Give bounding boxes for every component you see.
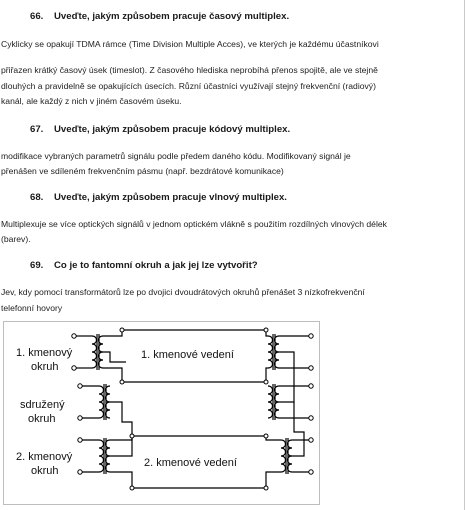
answer-66-line-4: kanál, ale každý z nich v jiném časovém úseku.	[1, 96, 182, 106]
circuit1-line-label: 1. kmenové vedení	[141, 349, 234, 361]
circuit1-label-line1: 1. kmenový	[16, 347, 73, 359]
phantom-circuit-figure	[3, 321, 320, 505]
question-number: 68.	[30, 192, 44, 203]
answer-68-line-2: (barev).	[1, 234, 31, 244]
question-number: 67.	[30, 124, 44, 135]
circuit2-label-line1: 2. kmenový	[16, 451, 73, 463]
answer-69-line-2: telefonní hovory	[1, 303, 63, 313]
answer-66-line-1: Cyklicky se opakují TDMA rámce (Time Division Multiple Acces), ve kterých je každému účastníkovi	[1, 39, 379, 49]
question-number: 66.	[30, 11, 44, 22]
question-number: 69.	[30, 260, 44, 271]
answer-69-line-1: Jev, kdy pomocí transformátorů lze po dvojici dvoudrátových okruhů přenášet 3 nízkofrekvenční	[1, 287, 365, 297]
answer-68-line-1: Multiplexuje se více optických signálů v jednom optickém vlákně s použitím rozdílných vlnových délek	[1, 219, 387, 229]
answer-67-line-2: přenášen ve sdíleném frekvenčním pásmu (např. bezdrátové komunikace)	[1, 166, 284, 176]
phantom-circuit-diagram	[4, 322, 319, 504]
answer-66-line-2: přiřazen krátký časový úsek (timeslot). Z časového hlediska neprobíhá přenos spojitě, ale ve stejně	[1, 65, 378, 75]
answer-67-line-1: modifikace vybraných parametrů signálu podle předem daného kódu. Modifikovaný signál je	[1, 151, 351, 161]
question-66-heading	[30, 11, 289, 22]
circuit2-line-label: 2. kmenové vedení	[144, 457, 237, 469]
question-text: Co je to fantomní okruh a jak jej lze vytvořit?	[54, 260, 258, 271]
phantom-label-line2: okruh	[28, 413, 56, 425]
question-68-heading	[30, 192, 287, 203]
question-text: Uveďte, jakým způsobem pracuje kódový multiplex.	[54, 124, 291, 135]
question-69-heading	[30, 260, 258, 271]
answer-66-line-3: dlouhých a pravidelně se opakujících úsecích. Různí účastníci využívají stejný frekvenční (radiový)	[1, 81, 376, 91]
circuit2-label-line2: okruh	[31, 465, 59, 477]
phantom-label-line1: sdružený	[20, 399, 65, 411]
question-text: Uveďte, jakým způsobem pracuje časový multiplex.	[54, 11, 290, 22]
question-67-heading	[30, 124, 290, 135]
circuit1-label-line2: okruh	[31, 361, 59, 373]
question-text: Uveďte, jakým způsobem pracuje vlnový multiplex.	[54, 192, 287, 203]
